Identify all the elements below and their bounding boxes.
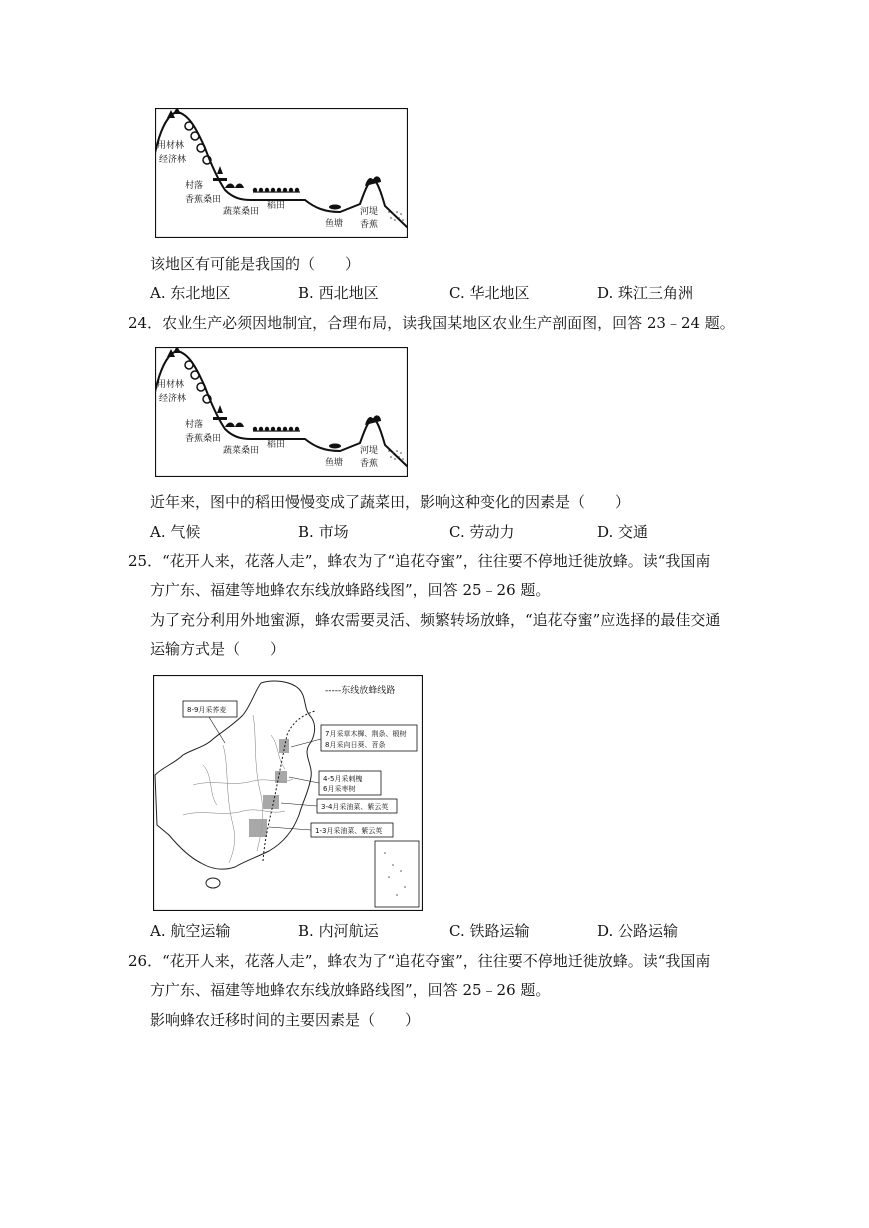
label-fish-pond: 鱼塘: [325, 458, 344, 468]
q24-option-c: C. 劳动力: [449, 523, 515, 541]
beekeeping-route-map: [153, 675, 423, 911]
label-vegetable-mulberry: 蔬菜桑田: [223, 207, 260, 217]
label-timber-forest: 用材林: [157, 380, 185, 390]
q25-option-b: B. 内河航运: [298, 922, 379, 940]
label-fish-pond: 鱼塘: [325, 219, 344, 229]
q25-option-d: D. 公路运输: [597, 922, 679, 940]
q24-option-a: A. 气候: [150, 523, 201, 541]
map-legend: -----东线放蜂线路: [325, 686, 396, 696]
label-rice-field: 稻田: [267, 440, 286, 450]
label-river-dike: 河堤: [360, 207, 379, 217]
q23-option-b: B. 西北地区: [298, 284, 379, 302]
map-box-july-line2: 8月采向日葵、苕条: [325, 741, 386, 749]
q25-stem-line1: 为了充分利用外地蜜源，蜂农需要灵活、频繁转场放蜂，“追花夺蜜”应选择的最佳交通: [150, 611, 721, 629]
q25-option-c: C. 铁路运输: [449, 922, 530, 940]
agricultural-profile-figure-2: [155, 347, 408, 477]
label-village: 村落: [185, 181, 204, 191]
label-rice-field: 稻田: [267, 201, 286, 211]
map-box-buckwheat: 8-9月采荞麦: [187, 706, 227, 714]
label-timber-forest: 用材林: [157, 141, 185, 151]
q25-stem-line2: 运输方式是（ ）: [150, 640, 286, 658]
q23-option-a: A. 东北地区: [150, 284, 231, 302]
map-box-april-line2: 6月采枣树: [323, 785, 356, 793]
label-banana-mulberry: 香蕉桑田: [185, 434, 222, 444]
q23-option-d: D. 珠江三角洲: [597, 284, 694, 302]
label-vegetable-mulberry: 蔬菜桑田: [223, 446, 260, 456]
map-box-april-line1: 4-5月采刺槐: [323, 775, 363, 783]
q24-stem: 近年来，图中的稻田慢慢变成了蔬菜田，影响这种变化的因素是（ ）: [150, 493, 631, 511]
label-dike-banana: 香蕉: [360, 459, 379, 469]
q25-intro-line2: 方广东、福建等地蜂农东线放蜂路线图”，回答 25﹣26 题。: [150, 581, 551, 599]
label-village: 村落: [185, 420, 204, 430]
q23-stem: 该地区有可能是我国的（ ）: [150, 255, 361, 273]
q24-option-b: B. 市场: [298, 523, 349, 541]
q25-option-a: A. 航空运输: [150, 922, 231, 940]
label-economic-forest: 经济林: [159, 394, 187, 404]
q26-stem: 影响蜂农迁移时间的主要因素是（ ）: [150, 1011, 421, 1029]
map-box-july-line1: 7月采草木樨、荆条、椴树: [325, 730, 407, 738]
label-dike-banana: 香蕉: [360, 220, 379, 230]
label-river-dike: 河堤: [360, 446, 379, 456]
q23-option-c: C. 华北地区: [449, 284, 530, 302]
map-box-march: 3-4月采油菜、紫云英: [321, 803, 389, 811]
q25-intro-line1: 25．“花开人来，花落人走”，蜂农为了“追花夺蜜”，往往要不停地迁徙放蜂。读“我国南: [128, 552, 711, 570]
q26-intro-line1: 26．“花开人来，花落人走”，蜂农为了“追花夺蜜”，往往要不停地迁徙放蜂。读“我国南: [128, 952, 711, 970]
map-box-january: 1-3月采油菜、紫云英: [315, 827, 383, 835]
q24-intro: 24．农业生产必须因地制宜，合理布局，读我国某地区农业生产剖面图，回答 23﹣24 题。: [128, 314, 735, 332]
q26-intro-line2: 方广东、福建等地蜂农东线放蜂路线图”，回答 25﹣26 题。: [150, 981, 551, 999]
label-economic-forest: 经济林: [159, 155, 187, 165]
q24-option-d: D. 交通: [597, 523, 649, 541]
label-banana-mulberry: 香蕉桑田: [185, 195, 222, 205]
agricultural-profile-figure-1: [155, 108, 408, 238]
